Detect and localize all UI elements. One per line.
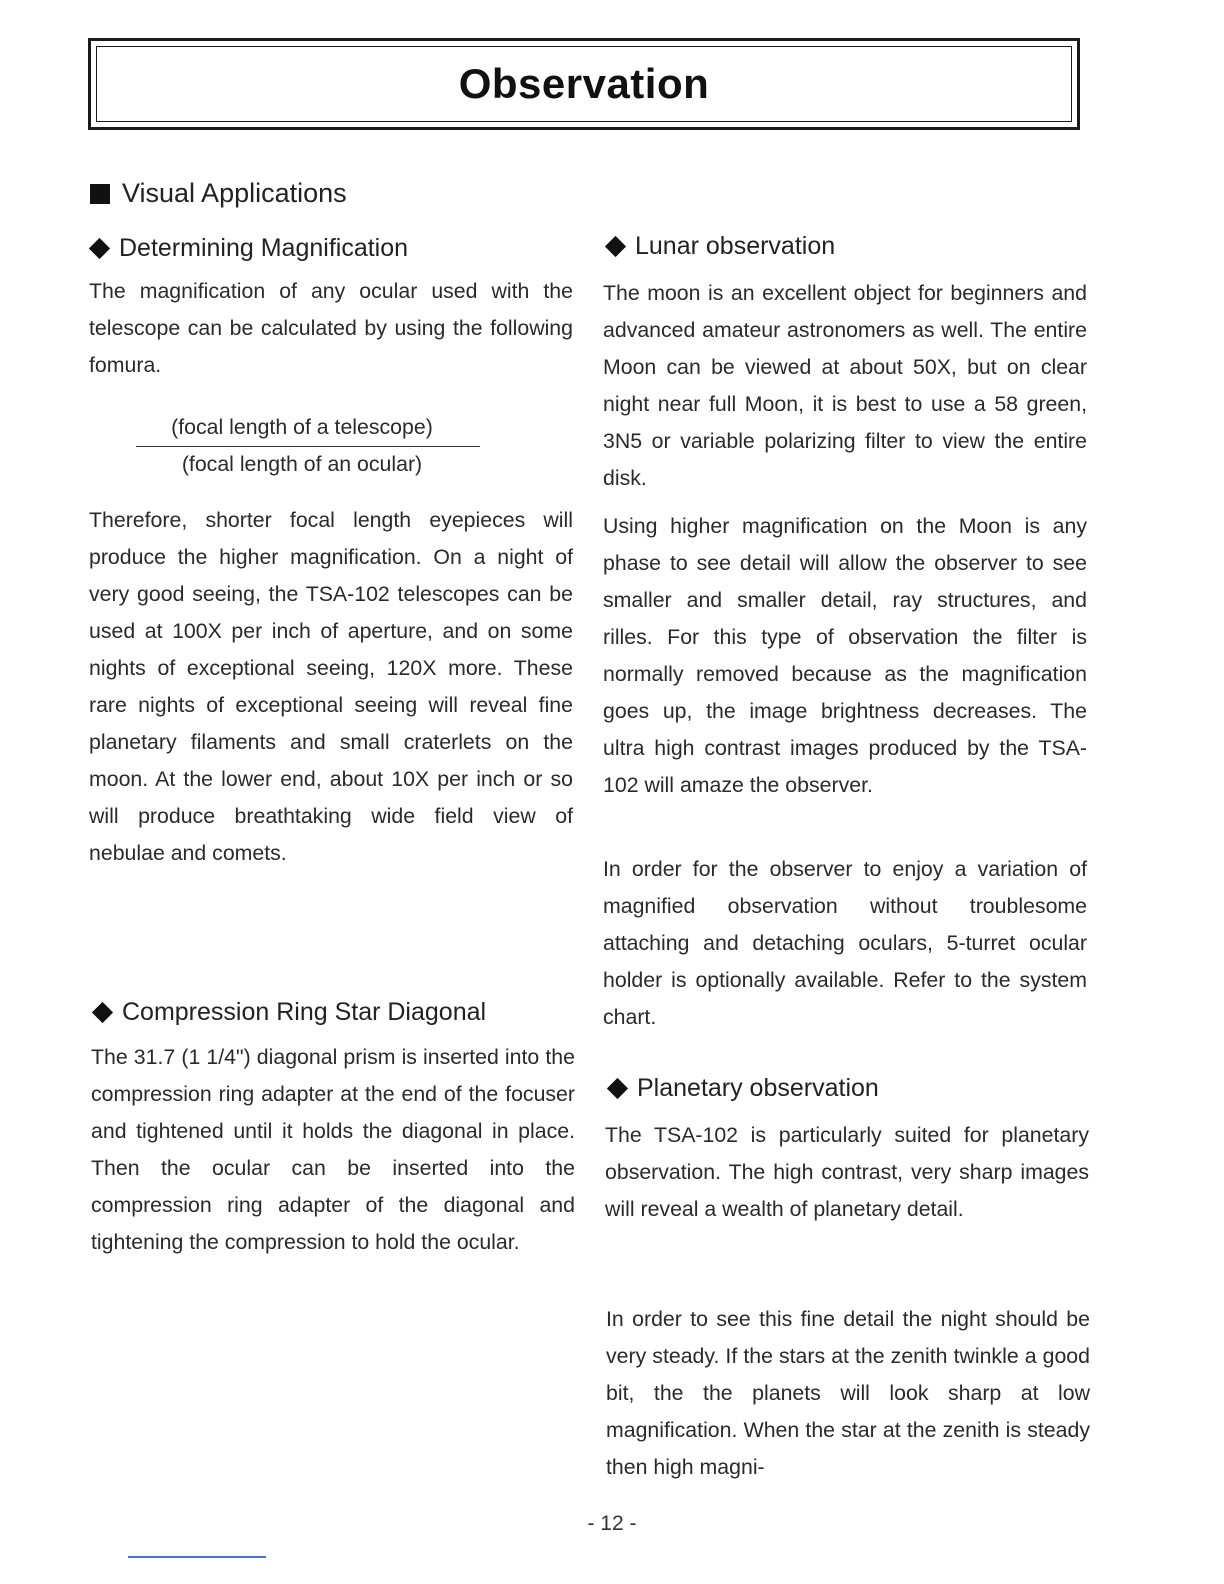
diagonal-body: The 31.7 (1 1/4") diagonal prism is inserted into the compression ring adapter at the end of the focuser and tightened until it holds the diagonal in place. Then the ocular can be inserted into the compression ring adapter of the diagonal and tightening the compression to hold the ocular. [91,1045,575,1254]
subheading-lunar-observation [604,232,835,261]
subheading-planetary-observation [606,1074,879,1103]
magnification-intro: The magnification of any ocular used with the telescope can be calculated by using the following fomura. [89,279,573,377]
subheading-label: Compression Ring Star Diagonal [122,998,487,1026]
diamond-bullet-icon [89,238,110,259]
subheading-label: Lunar observation [635,232,836,260]
lunar-paragraph-3: In order for the observer to enjoy a variation of magnified observation without troublesome attaching and detaching oculars, 5-turret ocular holder is optionally available. Refer to the system chart. [603,857,1087,1029]
magnification-formula [136,412,480,481]
diamond-bullet-icon [607,1078,628,1099]
subheading-determining-magnification [88,234,408,263]
subheading-label: Planetary observation [637,1074,879,1102]
lunar-paragraph-2: Using higher magnification on the Moon is any phase to see detail will allow the observer to see smaller and smaller detail, ray structures, and rilles. For this type of observation the filter is normally removed because as the magnification goes up, the image brightness decreases. The ultra high contrast images produced by the TSA-102 will amaze the observer. [603,514,1087,797]
formula-numerator: (focal length of a telescope) [136,412,480,447]
planetary-paragraph-2: In order to see this fine detail the night should be very steady. If the stars at the zenith twinkle a good bit, the the planets will look sharp at low magnification. When the star at the zenith is steady then high magni- [606,1307,1090,1479]
lunar-paragraph-1: The moon is an excellent object for beginners and advanced amateur astronomers as well. The entire Moon can be viewed at about 50X, but on clear night near full Moon, it is best to use a 58 green, 3N5 or variable polarizing filter to view the entire disk. [603,281,1087,490]
title-frame-inner [96,46,1072,122]
formula-denominator: (focal length of an ocular) [181,452,423,476]
diamond-bullet-icon [605,236,626,257]
subheading-label: Determining Magnification [119,234,409,262]
magnification-body: Therefore, shorter focal length eyepieces will produce the higher magnification. On a night of very good seeing, the TSA-102 telescopes can be used at 100X per inch of aperture, and on some nights of exceptional seeing, 120X more. These rare nights of exceptional seeing will reveal fine planetary filaments and small craterlets on the moon. At the lower end, about 10X per inch or so will produce breathtaking wide field view of nebulae and comets. [89,508,573,865]
page-number: - 12 - [587,1512,637,1535]
title-frame [88,38,1080,130]
bottom-rule [128,1556,266,1558]
diamond-bullet-icon [92,1002,113,1023]
planetary-paragraph-1: The TSA-102 is particularly suited for planetary observation. The high contrast, very sharp images will reveal a wealth of planetary detail. [605,1123,1089,1221]
section-heading-label: Visual Applications [122,178,347,208]
section-heading-visual-applications [90,178,347,209]
square-bullet-icon [90,184,110,204]
subheading-compression-ring-star-diagonal [91,998,486,1027]
page-title: Observation [458,60,710,107]
